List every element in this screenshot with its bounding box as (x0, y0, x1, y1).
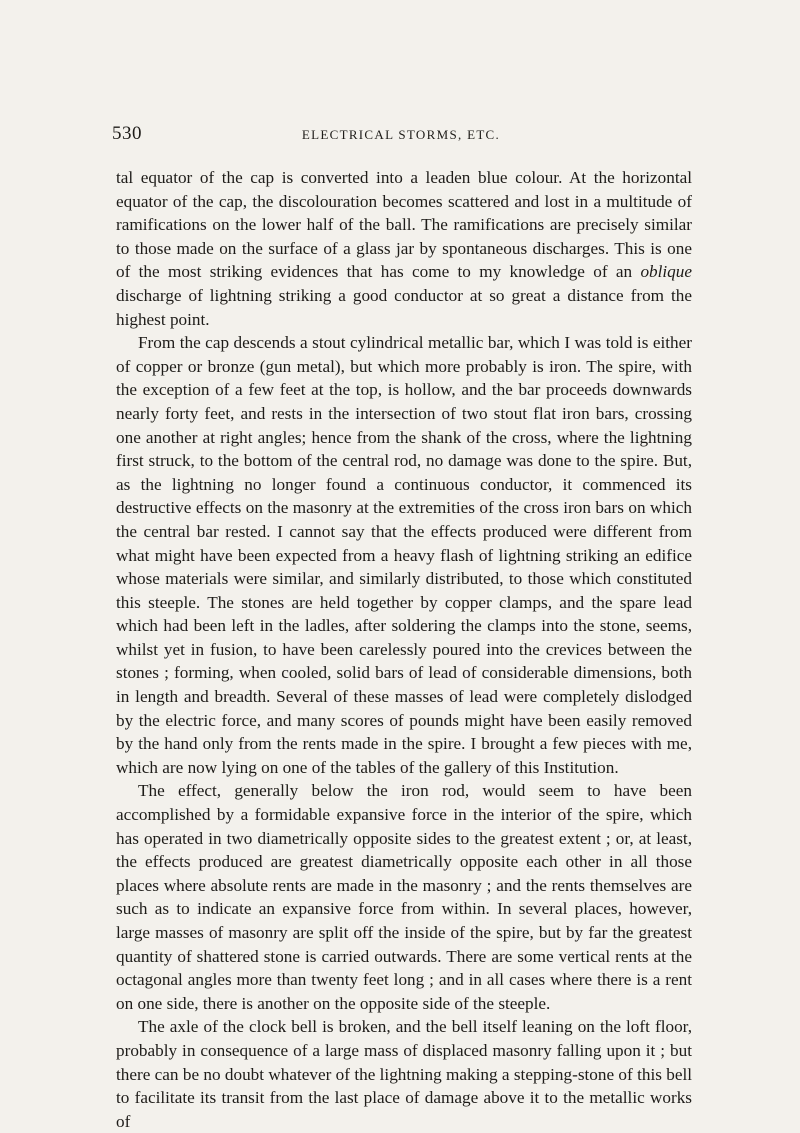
paragraph-1-text-start: tal equator of the cap is converted into a leaden blue colour. At the horizontal equator of the cap, the discolouration becomes scattered and lost in a multitude of ramifications on the lower half of the ball. The ramifications are precisely similar to those made on the surface of a glass jar by spontaneous discharges. This is one of the most striking evidences that has come to my knowledge of an (116, 168, 692, 282)
paragraph-4: The axle of the clock bell is broken, and the bell itself leaning on the loft floor, probably in consequence of a large mass of displaced masonry falling upon it ; but there can be no doubt whatever of the lightning making a stepping-stone of this bell to facilitate its transit from the last place of damage above it to the metallic works of (116, 1017, 692, 1131)
paragraph-1-text-end: discharge of lightning striking a good conductor at so great a distance from the highest point. (116, 285, 692, 329)
paragraph-3: The effect, generally below the iron rod, would seem to have been accomplished by a formidable expansive force in the interior of the spire, which has operated in two diametrically opposite sides to the greatest extent ; or, at least, the effects produced are greatest diametrically opposite each other in all those places where absolute rents are made in the masonry ; and the rents themselves are such as to indicate an expansive force from within. In several places, however, large masses of masonry are split off the inside of the spire, but by far the greatest quantity of shattered stone is carried outwards. There are some vertical rents at the octagonal angles more than twenty feet long ; and in all cases where there is a rent on one side, there is another on the opposite side of the steeple. (116, 781, 692, 1013)
paragraph-2: From the cap descends a stout cylindrical metallic bar, which I was told is either of copper or bronze (gun metal), but which more probably is iron. The spire, with the exception of a few feet at the top, is hollow, and the bar proceeds downwards nearly forty feet, and rests in the intersection of two stout flat iron bars, crossing one another at right angles; hence from the shank of the cross, where the lightning first struck, to the bottom of the central rod, no damage was done to the spire. But, as the lightning no longer found a continuous conductor, it commenced its destructive effects on the masonry at the extremities of the cross iron bars on which the central bar rested. I cannot say that the effects produced were different from what might have been expected from a heavy flash of lightning striking an edifice whose materials were similar, and similarly distributed, to those which constituted this steeple. The stones are held together by copper clamps, and the spare lead which had been left in the ladles, after soldering the clamps into the stone, seems, whilst yet in fusion, to have been carelessly poured into the crevices between the stones ; forming, when cooled, solid bars of lead of considerable dimensions, both in length and breadth. Several of these masses of lead were completely dislodged by the electric force, and many scores of pounds might have been easily removed by the hand only from the rents made in the spire. I brought a few pieces with me, which are now lying on one of the tables of the gallery of this Institution. (116, 333, 692, 777)
running-head: ELECTRICAL STORMS, ETC. (301, 127, 501, 142)
page-header (112, 122, 690, 146)
body-text (116, 166, 692, 1133)
emphasis-oblique: oblique (640, 262, 692, 282)
paragraph-1 (116, 166, 692, 331)
page-number: 530 (112, 123, 142, 144)
